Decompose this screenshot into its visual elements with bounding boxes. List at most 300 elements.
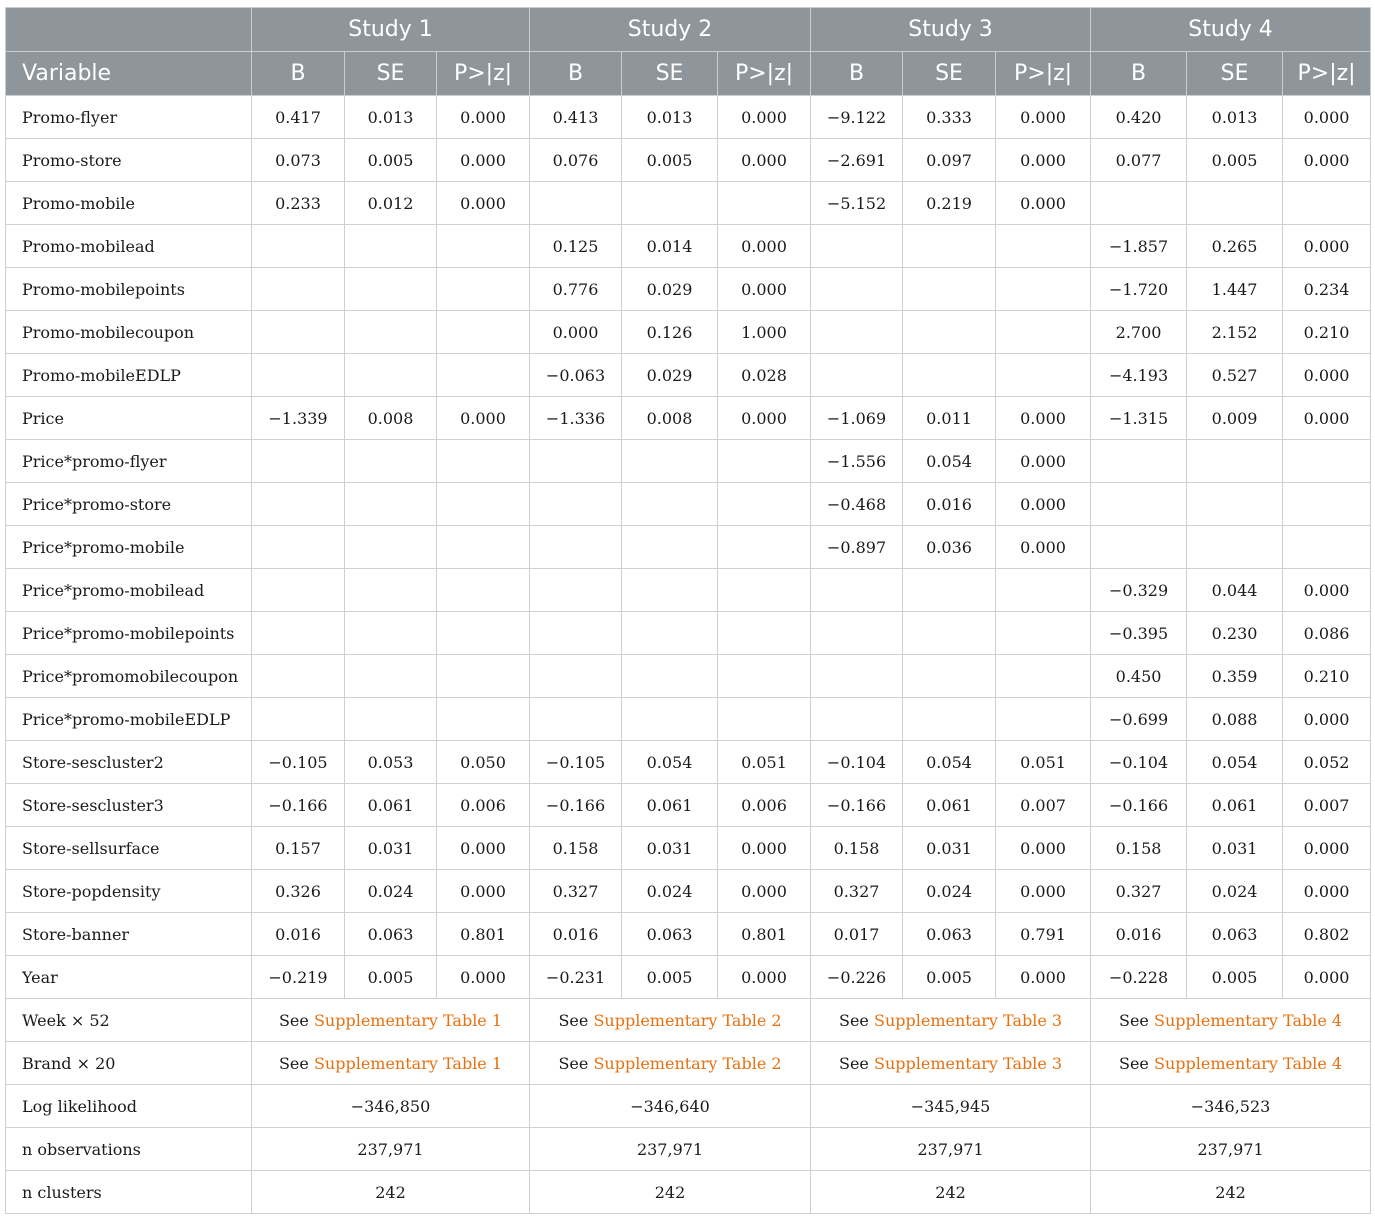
- variable-name-cell: Week × 52: [6, 999, 252, 1042]
- value-cell: [345, 440, 437, 483]
- value-cell: 0.017: [811, 913, 903, 956]
- value-cell: 0.024: [622, 870, 718, 913]
- variable-header: Variable: [6, 52, 252, 96]
- value-cell: [1283, 440, 1371, 483]
- supplementary-reference-cell: [530, 999, 811, 1042]
- value-cell: [718, 655, 811, 698]
- value-cell: 0.050: [437, 741, 530, 784]
- supplementary-table-link[interactable]: Supplementary Table 1: [313, 1053, 503, 1073]
- summary-value-cell: 242: [530, 1171, 811, 1214]
- value-cell: 0.007: [1283, 784, 1371, 827]
- value-cell: [903, 268, 996, 311]
- variable-name-cell: Price*promomobilecoupon: [6, 655, 252, 698]
- value-cell: 0.031: [622, 827, 718, 870]
- value-cell: −1.069: [811, 397, 903, 440]
- supplementary-table-link[interactable]: Supplementary Table 4: [1154, 1010, 1343, 1030]
- variable-name-cell: Promo-flyer: [6, 96, 252, 139]
- value-cell: 0.125: [530, 225, 622, 268]
- value-cell: [903, 569, 996, 612]
- value-cell: 0.210: [1283, 655, 1371, 698]
- table-row: [6, 311, 1371, 354]
- table-row: [6, 1042, 1371, 1085]
- table-row: [6, 1085, 1371, 1128]
- value-cell: [530, 440, 622, 483]
- value-cell: 0.063: [1187, 913, 1283, 956]
- value-cell: 2.152: [1187, 311, 1283, 354]
- value-cell: 0.053: [345, 741, 437, 784]
- header-blank-cell: [6, 8, 252, 52]
- study-header-row: [6, 8, 1371, 52]
- table-row: [6, 784, 1371, 827]
- value-cell: 0.011: [903, 397, 996, 440]
- value-cell: 0.000: [1283, 956, 1371, 999]
- value-cell: −1.336: [530, 397, 622, 440]
- table-body: [6, 96, 1371, 1214]
- value-cell: [530, 698, 622, 741]
- summary-value-cell: 237,971: [1091, 1128, 1371, 1171]
- variable-name-cell: Price*promo-store: [6, 483, 252, 526]
- value-cell: 0.801: [718, 913, 811, 956]
- value-cell: −9.122: [811, 96, 903, 139]
- value-cell: 2.700: [1091, 311, 1187, 354]
- se-header: SE: [1187, 52, 1283, 96]
- value-cell: [903, 698, 996, 741]
- value-cell: −4.193: [1091, 354, 1187, 397]
- value-cell: 0.005: [1187, 139, 1283, 182]
- value-cell: 0.000: [718, 268, 811, 311]
- value-cell: −1.857: [1091, 225, 1187, 268]
- value-cell: [811, 354, 903, 397]
- see-prefix: See: [838, 1010, 869, 1030]
- table-row: [6, 913, 1371, 956]
- supplementary-reference-cell: [811, 999, 1091, 1042]
- value-cell: [345, 311, 437, 354]
- value-cell: 0.024: [903, 870, 996, 913]
- summary-value-cell: 242: [1091, 1171, 1371, 1214]
- value-cell: 0.527: [1187, 354, 1283, 397]
- value-cell: 0.086: [1283, 612, 1371, 655]
- summary-value-cell: −346,640: [530, 1085, 811, 1128]
- value-cell: 0.029: [622, 268, 718, 311]
- see-prefix: See: [838, 1053, 869, 1073]
- value-cell: [996, 354, 1091, 397]
- value-cell: 0.061: [345, 784, 437, 827]
- table-row: [6, 999, 1371, 1042]
- value-cell: [252, 311, 345, 354]
- value-cell: [252, 483, 345, 526]
- value-cell: 0.054: [903, 440, 996, 483]
- value-cell: −0.063: [530, 354, 622, 397]
- value-cell: [1187, 526, 1283, 569]
- value-cell: [622, 569, 718, 612]
- value-cell: [530, 569, 622, 612]
- value-cell: 0.013: [345, 96, 437, 139]
- value-cell: 0.420: [1091, 96, 1187, 139]
- value-cell: 0.000: [718, 225, 811, 268]
- summary-value-cell: 237,971: [530, 1128, 811, 1171]
- value-cell: 0.000: [718, 397, 811, 440]
- table-row: [6, 698, 1371, 741]
- value-cell: −0.226: [811, 956, 903, 999]
- value-cell: 0.326: [252, 870, 345, 913]
- value-cell: 0.000: [996, 870, 1091, 913]
- se-header: SE: [903, 52, 996, 96]
- summary-value-cell: 237,971: [811, 1128, 1091, 1171]
- value-cell: 1.000: [718, 311, 811, 354]
- value-cell: 0.000: [718, 870, 811, 913]
- value-cell: [718, 440, 811, 483]
- see-prefix: See: [278, 1053, 309, 1073]
- value-cell: 0.013: [1187, 96, 1283, 139]
- value-cell: 0.005: [345, 139, 437, 182]
- value-cell: [345, 268, 437, 311]
- variable-name-cell: Year: [6, 956, 252, 999]
- value-cell: 0.014: [622, 225, 718, 268]
- value-cell: 0.000: [437, 956, 530, 999]
- value-cell: [1091, 440, 1187, 483]
- value-cell: 0.157: [252, 827, 345, 870]
- value-cell: [1283, 182, 1371, 225]
- value-cell: 0.016: [530, 913, 622, 956]
- value-cell: 0.000: [1283, 139, 1371, 182]
- value-cell: [903, 612, 996, 655]
- value-cell: 0.051: [718, 741, 811, 784]
- table-row: [6, 569, 1371, 612]
- value-cell: 0.000: [996, 827, 1091, 870]
- value-cell: 0.028: [718, 354, 811, 397]
- value-cell: 0.036: [903, 526, 996, 569]
- value-cell: 0.052: [1283, 741, 1371, 784]
- value-cell: 0.000: [718, 139, 811, 182]
- value-cell: −0.219: [252, 956, 345, 999]
- value-cell: 0.024: [345, 870, 437, 913]
- variable-name-cell: Promo-mobileEDLP: [6, 354, 252, 397]
- value-cell: [718, 483, 811, 526]
- value-cell: −1.720: [1091, 268, 1187, 311]
- value-cell: [903, 354, 996, 397]
- value-cell: 0.077: [1091, 139, 1187, 182]
- value-cell: [996, 311, 1091, 354]
- value-cell: 0.054: [1187, 741, 1283, 784]
- study-4-header: Study 4: [1091, 8, 1371, 52]
- value-cell: 0.005: [903, 956, 996, 999]
- b-header: B: [252, 52, 345, 96]
- value-cell: 0.005: [1187, 956, 1283, 999]
- value-cell: 0.016: [1091, 913, 1187, 956]
- value-cell: 0.063: [622, 913, 718, 956]
- value-cell: −0.104: [811, 741, 903, 784]
- value-cell: 0.031: [345, 827, 437, 870]
- value-cell: 0.061: [1187, 784, 1283, 827]
- value-cell: −0.395: [1091, 612, 1187, 655]
- value-cell: 0.000: [437, 96, 530, 139]
- summary-value-cell: −346,850: [252, 1085, 530, 1128]
- value-cell: 0.063: [345, 913, 437, 956]
- supplementary-reference-cell: [530, 1042, 811, 1085]
- variable-name-cell: Store-sescluster3: [6, 784, 252, 827]
- value-cell: [622, 698, 718, 741]
- value-cell: 0.327: [530, 870, 622, 913]
- value-cell: [252, 612, 345, 655]
- value-cell: −0.228: [1091, 956, 1187, 999]
- value-cell: 0.126: [622, 311, 718, 354]
- value-cell: 0.008: [622, 397, 718, 440]
- see-prefix: See: [558, 1010, 589, 1030]
- value-cell: 0.012: [345, 182, 437, 225]
- value-cell: 0.000: [996, 182, 1091, 225]
- variable-name-cell: Promo-store: [6, 139, 252, 182]
- value-cell: [345, 569, 437, 612]
- study-3-header: Study 3: [811, 8, 1091, 52]
- value-cell: [345, 698, 437, 741]
- value-cell: [252, 268, 345, 311]
- value-cell: −0.329: [1091, 569, 1187, 612]
- value-cell: 0.000: [996, 397, 1091, 440]
- value-cell: −0.166: [252, 784, 345, 827]
- value-cell: [811, 569, 903, 612]
- value-cell: 0.005: [345, 956, 437, 999]
- value-cell: 0.000: [996, 139, 1091, 182]
- value-cell: 0.009: [1187, 397, 1283, 440]
- value-cell: [811, 655, 903, 698]
- value-cell: 0.000: [1283, 354, 1371, 397]
- value-cell: [622, 612, 718, 655]
- variable-name-cell: Store-popdensity: [6, 870, 252, 913]
- table-row: [6, 397, 1371, 440]
- variable-name-cell: Price*promo-mobile: [6, 526, 252, 569]
- value-cell: 0.000: [996, 526, 1091, 569]
- value-cell: [437, 354, 530, 397]
- value-cell: [903, 655, 996, 698]
- value-cell: 0.000: [437, 827, 530, 870]
- value-cell: 0.016: [903, 483, 996, 526]
- value-cell: [718, 569, 811, 612]
- table-row: [6, 483, 1371, 526]
- value-cell: 0.000: [1283, 225, 1371, 268]
- variable-name-cell: Price: [6, 397, 252, 440]
- value-cell: [996, 268, 1091, 311]
- value-cell: [437, 268, 530, 311]
- value-cell: −5.152: [811, 182, 903, 225]
- value-cell: 0.016: [252, 913, 345, 956]
- supplementary-table-link[interactable]: Supplementary Table 2: [593, 1010, 782, 1030]
- value-cell: 0.000: [1283, 870, 1371, 913]
- value-cell: [252, 526, 345, 569]
- value-cell: 0.061: [903, 784, 996, 827]
- see-prefix: See: [278, 1010, 309, 1030]
- variable-name-cell: Price*promo-mobileEDLP: [6, 698, 252, 741]
- value-cell: [530, 182, 622, 225]
- value-cell: [530, 526, 622, 569]
- supplementary-table-link[interactable]: Supplementary Table 2: [593, 1053, 782, 1073]
- variable-name-cell: Log likelihood: [6, 1085, 252, 1128]
- value-cell: 0.802: [1283, 913, 1371, 956]
- value-cell: 0.063: [903, 913, 996, 956]
- value-cell: [437, 698, 530, 741]
- value-cell: −0.468: [811, 483, 903, 526]
- value-cell: [1187, 182, 1283, 225]
- value-cell: 0.000: [718, 96, 811, 139]
- table-row: [6, 440, 1371, 483]
- p-header: P>|z|: [1283, 52, 1371, 96]
- value-cell: [345, 483, 437, 526]
- value-cell: 0.000: [437, 870, 530, 913]
- see-prefix: See: [558, 1053, 589, 1073]
- p-header: P>|z|: [718, 52, 811, 96]
- supplementary-table-link[interactable]: Supplementary Table 4: [1154, 1053, 1343, 1073]
- value-cell: 0.005: [622, 139, 718, 182]
- variable-name-cell: Store-sellsurface: [6, 827, 252, 870]
- value-cell: −1.339: [252, 397, 345, 440]
- value-cell: [811, 268, 903, 311]
- value-cell: 0.054: [622, 741, 718, 784]
- supplementary-reference-cell: [252, 1042, 530, 1085]
- variable-name-cell: Promo-mobilead: [6, 225, 252, 268]
- variable-name-cell: Promo-mobilepoints: [6, 268, 252, 311]
- study-2-header: Study 2: [530, 8, 811, 52]
- table-row: [6, 182, 1371, 225]
- value-cell: [437, 440, 530, 483]
- variable-name-cell: Brand × 20: [6, 1042, 252, 1085]
- variable-name-cell: Promo-mobile: [6, 182, 252, 225]
- value-cell: [437, 612, 530, 655]
- value-cell: [996, 698, 1091, 741]
- value-cell: [1091, 526, 1187, 569]
- value-cell: −0.104: [1091, 741, 1187, 784]
- value-cell: [345, 655, 437, 698]
- summary-value-cell: −345,945: [811, 1085, 1091, 1128]
- value-cell: 0.000: [996, 956, 1091, 999]
- value-cell: 0.000: [1283, 569, 1371, 612]
- value-cell: 0.000: [437, 397, 530, 440]
- table-row: [6, 1171, 1371, 1214]
- se-header: SE: [345, 52, 437, 96]
- value-cell: 0.801: [437, 913, 530, 956]
- value-cell: [437, 655, 530, 698]
- value-cell: [530, 655, 622, 698]
- value-cell: 0.097: [903, 139, 996, 182]
- value-cell: [1187, 483, 1283, 526]
- value-cell: [1091, 483, 1187, 526]
- value-cell: 0.000: [1283, 827, 1371, 870]
- se-header: SE: [622, 52, 718, 96]
- supplementary-reference-cell: [252, 999, 530, 1042]
- value-cell: [345, 526, 437, 569]
- value-cell: −1.315: [1091, 397, 1187, 440]
- p-header: P>|z|: [996, 52, 1091, 96]
- value-cell: −0.231: [530, 956, 622, 999]
- value-cell: [252, 569, 345, 612]
- value-cell: [437, 225, 530, 268]
- value-cell: [718, 182, 811, 225]
- value-cell: [252, 440, 345, 483]
- value-cell: [1091, 182, 1187, 225]
- value-cell: 0.210: [1283, 311, 1371, 354]
- variable-name-cell: Store-banner: [6, 913, 252, 956]
- value-cell: [718, 526, 811, 569]
- summary-value-cell: −346,523: [1091, 1085, 1371, 1128]
- value-cell: [437, 526, 530, 569]
- value-cell: 1.447: [1187, 268, 1283, 311]
- variable-name-cell: Price*promo-mobilead: [6, 569, 252, 612]
- value-cell: 0.417: [252, 96, 345, 139]
- value-cell: [345, 354, 437, 397]
- supplementary-table-link[interactable]: Supplementary Table 1: [313, 1010, 503, 1030]
- value-cell: 0.007: [996, 784, 1091, 827]
- value-cell: 0.000: [996, 483, 1091, 526]
- variable-name-cell: Price*promo-flyer: [6, 440, 252, 483]
- value-cell: 0.333: [903, 96, 996, 139]
- value-cell: [811, 612, 903, 655]
- value-cell: 0.000: [1283, 397, 1371, 440]
- value-cell: 0.158: [1091, 827, 1187, 870]
- variable-name-cell: Price*promo-mobilepoints: [6, 612, 252, 655]
- value-cell: 0.776: [530, 268, 622, 311]
- supplementary-reference-cell: [1091, 1042, 1371, 1085]
- column-header-row: [6, 52, 1371, 96]
- b-header: B: [530, 52, 622, 96]
- regression-results-table: [5, 7, 1371, 1214]
- value-cell: 0.233: [252, 182, 345, 225]
- value-cell: 0.088: [1187, 698, 1283, 741]
- summary-value-cell: 242: [252, 1171, 530, 1214]
- table-row: [6, 268, 1371, 311]
- variable-name-cell: n observations: [6, 1128, 252, 1171]
- value-cell: [622, 182, 718, 225]
- value-cell: 0.359: [1187, 655, 1283, 698]
- value-cell: 0.006: [718, 784, 811, 827]
- value-cell: [252, 354, 345, 397]
- value-cell: [1283, 526, 1371, 569]
- value-cell: [718, 612, 811, 655]
- p-header: P>|z|: [437, 52, 530, 96]
- value-cell: [252, 225, 345, 268]
- supplementary-table-link[interactable]: Supplementary Table 3: [873, 1053, 1063, 1073]
- value-cell: 0.000: [996, 440, 1091, 483]
- table-row: [6, 741, 1371, 784]
- summary-value-cell: 242: [811, 1171, 1091, 1214]
- b-header: B: [811, 52, 903, 96]
- value-cell: 0.024: [1187, 870, 1283, 913]
- value-cell: [437, 483, 530, 526]
- table-row: [6, 956, 1371, 999]
- value-cell: −1.556: [811, 440, 903, 483]
- table-row: [6, 827, 1371, 870]
- value-cell: −0.897: [811, 526, 903, 569]
- supplementary-table-link[interactable]: Supplementary Table 3: [873, 1010, 1063, 1030]
- value-cell: [1187, 440, 1283, 483]
- value-cell: 0.158: [811, 827, 903, 870]
- value-cell: 0.000: [1283, 698, 1371, 741]
- table-row: [6, 870, 1371, 913]
- value-cell: [903, 311, 996, 354]
- value-cell: [345, 225, 437, 268]
- value-cell: [437, 311, 530, 354]
- table-row: [6, 139, 1371, 182]
- value-cell: [252, 698, 345, 741]
- variable-name-cell: Promo-mobilecoupon: [6, 311, 252, 354]
- value-cell: 0.000: [437, 139, 530, 182]
- value-cell: 0.000: [437, 182, 530, 225]
- value-cell: [252, 655, 345, 698]
- value-cell: 0.013: [622, 96, 718, 139]
- value-cell: 0.791: [996, 913, 1091, 956]
- value-cell: [996, 612, 1091, 655]
- value-cell: 0.000: [996, 96, 1091, 139]
- value-cell: 0.006: [437, 784, 530, 827]
- value-cell: 0.413: [530, 96, 622, 139]
- value-cell: 0.000: [718, 956, 811, 999]
